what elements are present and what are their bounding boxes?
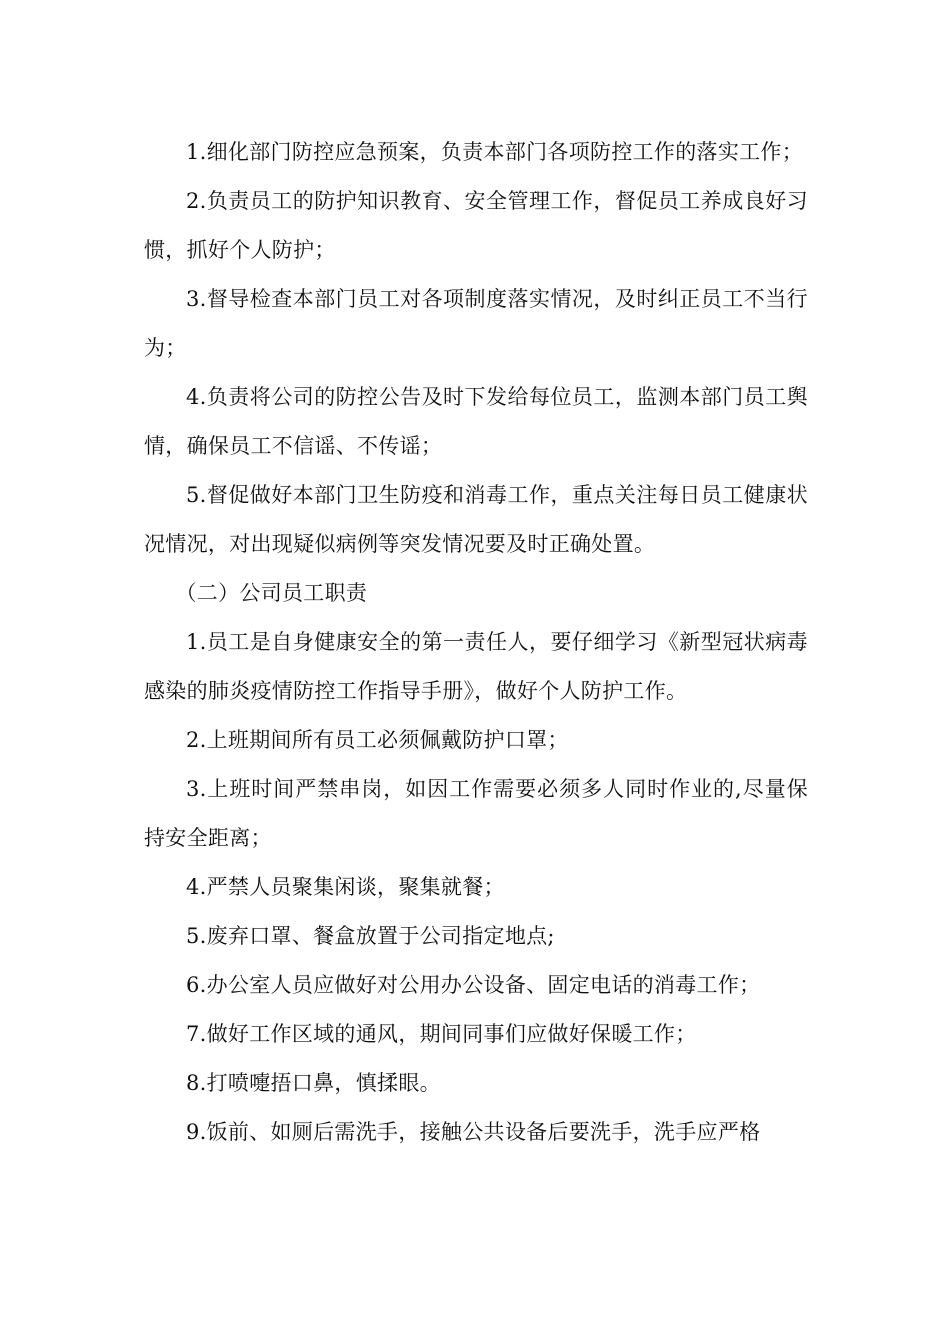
staff-duty-item-5: 5.废弃口罩、餐盒放置于公司指定地点; bbox=[186, 924, 555, 948]
staff-duty-item-7: 7.做好工作区域的通风，期间同事们应做好保暖工作； bbox=[186, 1022, 697, 1046]
staff-duty-item-2: 2.上班期间所有员工必须佩戴防护口罩； bbox=[186, 728, 569, 752]
staff-duty-item-9: 9.饭前、如厕后需洗手，接触公共设备后要洗手，洗手应严格 bbox=[186, 1120, 761, 1144]
dept-duty-item-2: 2.负责员工的防护知识教育、安全管理工作，督促员工养成良好习惯，抓好个人防护； bbox=[144, 189, 808, 262]
dept-duty-item-1: 1.细化部门防控应急预案，负责本部门各项防控工作的落实工作； bbox=[186, 140, 804, 164]
staff-duty-item-1: 1.员工是自身健康安全的第一责任人，要仔细学习《新型冠状病毒感染的肺炎疫情防控工作指导手册》，做好个人防护工作。 bbox=[144, 630, 808, 703]
staff-duty-item-8: 8.打喷嚏捂口鼻，慎揉眼。 bbox=[186, 1071, 441, 1095]
staff-duty-item-6: 6.办公室人员应做好对公用办公设备、固定电话的消毒工作； bbox=[186, 973, 761, 997]
dept-duty-item-3: 3.督导检查本部门员工对各项制度落实情况，及时纠正员工不当行为； bbox=[144, 287, 808, 360]
section-heading-staff-duties: （二）公司员工职责 bbox=[175, 581, 368, 605]
document-body bbox=[144, 128, 808, 1157]
staff-duty-item-3: 3.上班时间严禁串岗，如因工作需要必须多人同时作业的,尽量保持安全距离； bbox=[144, 777, 808, 850]
dept-duty-item-4: 4.负责将公司的防控公告及时下发给每位员工，监测本部门员工舆情，确保员工不信谣、不传谣； bbox=[144, 385, 808, 458]
dept-duty-item-5: 5.督促做好本部门卫生防疫和消毒工作，重点关注每日员工健康状况情况，对出现疑似病例等突发情况要及时正确处置。 bbox=[144, 483, 808, 556]
staff-duty-item-4: 4.严禁人员聚集闲谈，聚集就餐； bbox=[186, 875, 505, 899]
